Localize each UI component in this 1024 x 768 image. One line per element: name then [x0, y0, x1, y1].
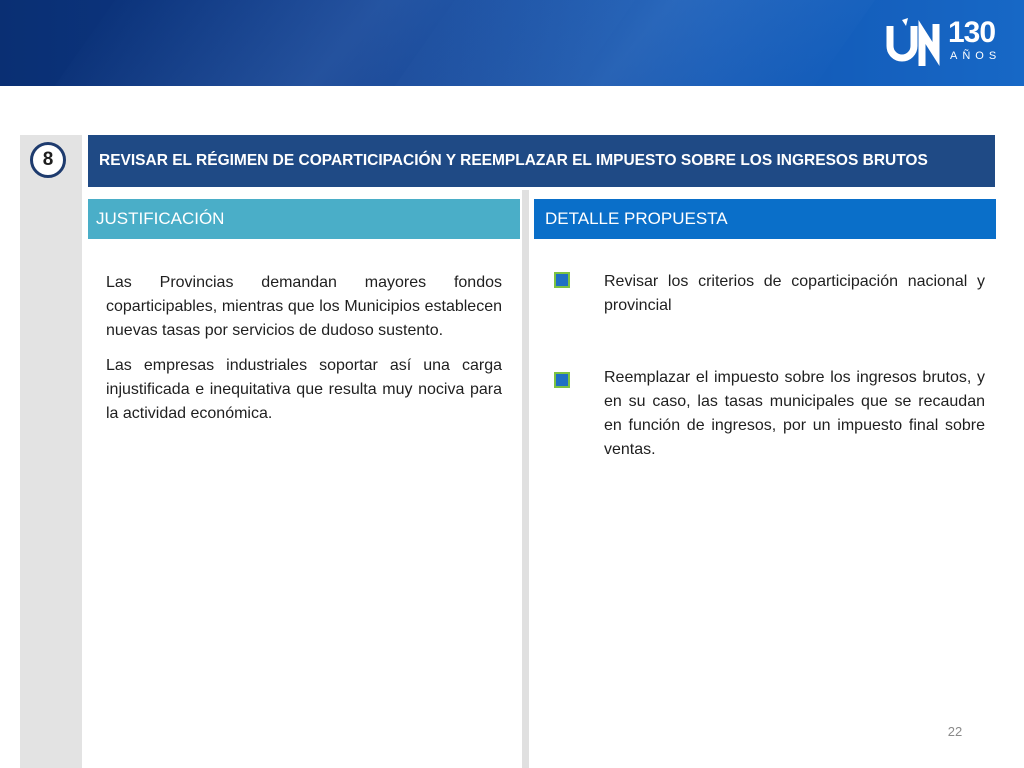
page-number: 22 — [947, 724, 963, 739]
top-banner — [0, 0, 1024, 86]
logo-number: 130 — [948, 16, 996, 49]
left-strip — [20, 135, 82, 768]
logo-mark-icon — [884, 18, 944, 66]
justificacion-body — [106, 271, 502, 437]
column-divider — [522, 190, 529, 768]
logo — [884, 14, 1004, 70]
bullet-square-icon — [554, 372, 570, 388]
detalle-item: Revisar los criterios de coparticipación nacional y provincial — [604, 273, 985, 314]
detalle-header: DETALLE PROPUESTA — [534, 199, 996, 239]
justificacion-header: JUSTIFICACIÓN — [88, 199, 520, 239]
logo-years: AÑOS — [950, 50, 1002, 62]
justificacion-paragraph: Las Provincias demandan mayores fondos coparticipables, mientras que los Municipios establecen nuevas tasas por servicios de dudoso sustento. — [106, 274, 502, 339]
justificacion-paragraph: Las empresas industriales soportar así una carga injustificada e inequitativa que resulta muy nociva para la actividad económica. — [106, 357, 502, 422]
slide-title: REVISAR EL RÉGIMEN DE COPARTICIPACIÓN Y REEMPLAZAR EL IMPUESTO SOBRE LOS INGRESOS BRUTOS — [88, 135, 995, 187]
slide-number-badge: 8 — [30, 142, 66, 178]
detalle-item: Reemplazar el impuesto sobre los ingresos brutos, y en su caso, las tasas municipales que se recaudan en función de ingresos, por un impuesto final sobre ventas. — [604, 369, 985, 458]
bullet-square-icon — [554, 272, 570, 288]
